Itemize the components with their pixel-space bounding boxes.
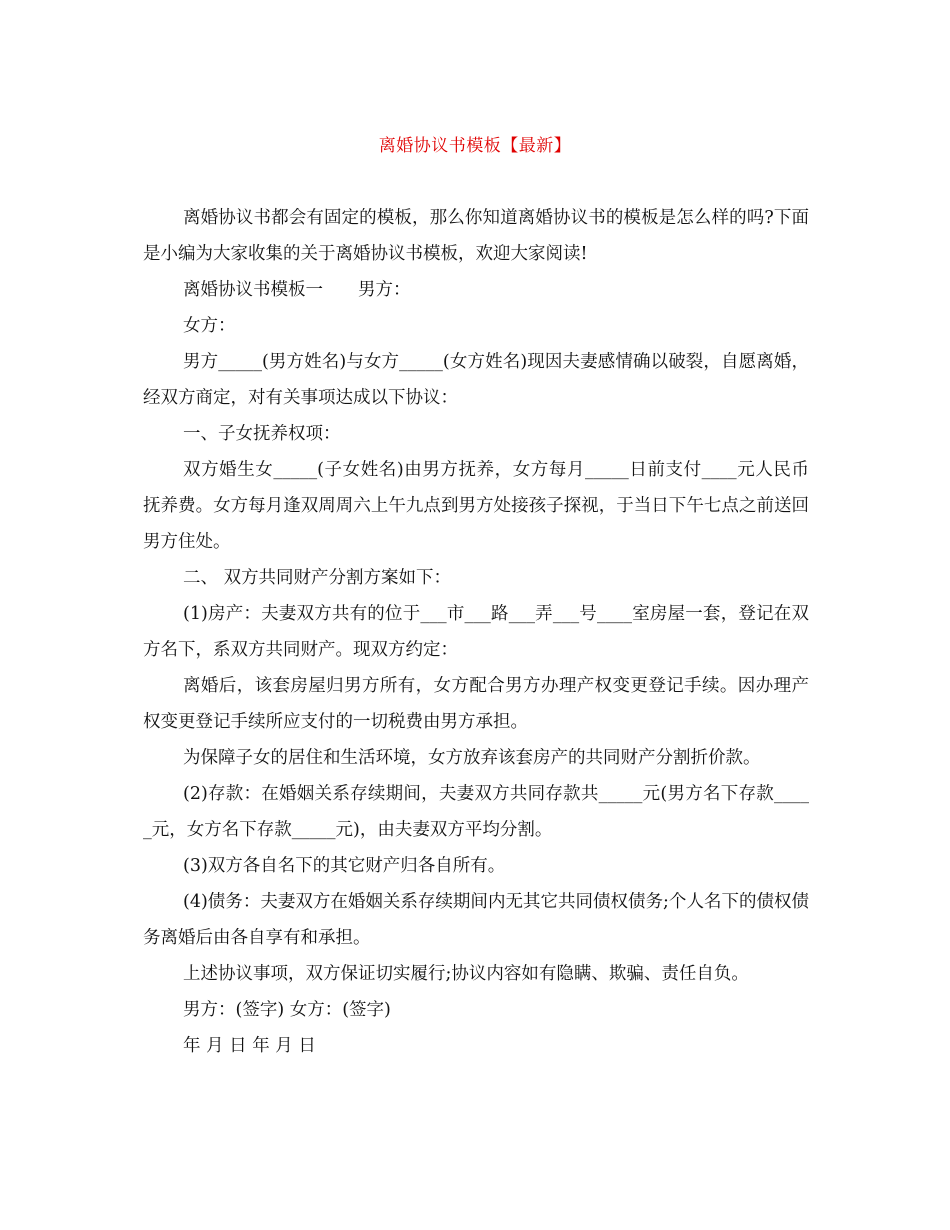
child-custody-clause: 双方婚生女_____(子女姓名)由男方抚养，女方每月_____日前支付____元人民币抚养费。女方每月逢双周周六上午九点到男方处接孩子探视，于当日下午七点之前送回男方住处。 bbox=[143, 460, 809, 552]
property-waiver-clause: 为保障子女的居住和生活环境，女方放弃该套房产的共同财产分割折价款。 bbox=[183, 748, 761, 768]
other-property-clause: (3)双方各自名下的其它财产归各自所有。 bbox=[183, 856, 506, 876]
debts-clause: (4)债务：夫妻双方在婚姻关系存续期间内无其它共同债权债务;个人名下的债权债务离婚后由各自享有和承担。 bbox=[143, 892, 809, 948]
property-real-estate-clause: (1)房产：夫妻双方共有的位于___市___路___弄___号____室房屋一套，登记在双方名下，系双方共同财产。现双方约定： bbox=[143, 604, 809, 660]
date-line: 年 月 日 年 月 日 bbox=[183, 1036, 316, 1056]
document-body bbox=[143, 200, 809, 1064]
agreement-preamble: 男方_____(男方姓名)与女方_____(女方姓名)现因夫妻感情确以破裂，自愿离婚，经双方商定，对有关事项达成以下协议： bbox=[143, 352, 809, 408]
wife-line: 女方： bbox=[183, 316, 236, 336]
document-title: 离婚协议书模板【最新】 bbox=[378, 136, 572, 156]
section-property-heading: 二、 双方共同财产分割方案如下： bbox=[183, 568, 452, 588]
guarantee-clause: 上述协议事项，双方保证切实履行;协议内容如有隐瞒、欺骗、责任自负。 bbox=[183, 964, 749, 984]
intro-paragraph: 离婚协议书都会有固定的模板，那么你知道离婚协议书的模板是怎么样的吗?下面是小编为大家收集的关于离婚协议书模板，欢迎大家阅读! bbox=[143, 208, 809, 264]
deposits-clause: (2)存款：在婚姻关系存续期间，夫妻双方共同存款共_____元(男方名下存款_____元，女方名下存款_____元)，由夫妻双方平均分割。 bbox=[143, 784, 809, 840]
section-child-custody-heading: 一、子女抚养权项： bbox=[183, 424, 341, 444]
signature-line: 男方：(签字) 女方：(签字) bbox=[183, 1000, 391, 1020]
template-heading-husband: 离婚协议书模板一 男方： bbox=[183, 280, 411, 300]
property-after-divorce-clause: 离婚后，该套房屋归男方所有，女方配合男方办理产权变更登记手续。因办理产权变更登记手续所应支付的一切税费由男方承担。 bbox=[143, 676, 809, 732]
